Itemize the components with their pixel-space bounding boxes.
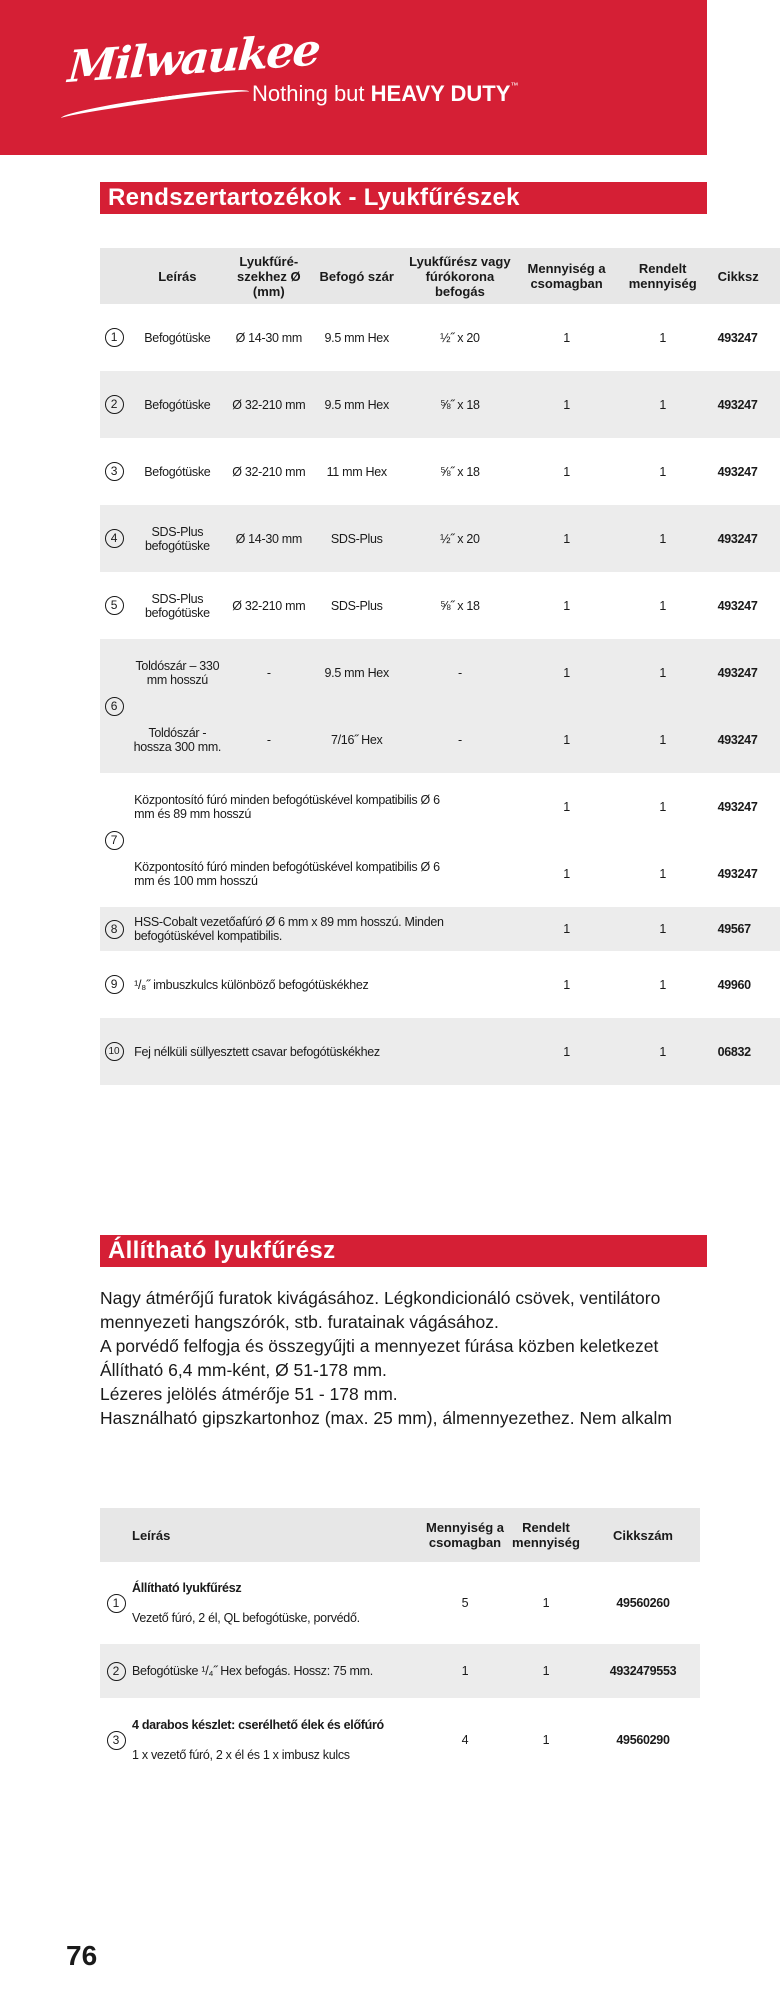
item-number: 8: [105, 920, 124, 939]
table-row: 9 ¹/₈˝ imbuszkulcs különböző befogótüskékhez 1 1 49960: [100, 951, 780, 1018]
table-row: 5 SDS-Plus befogótüske Ø 32-210 mm SDS-Plus ⅝˝ x 18 1 1 493247: [100, 572, 780, 639]
table-row: 4 SDS-Plus befogótüske Ø 14-30 mm SDS-Plus ½˝ x 20 1 1 493247: [100, 505, 780, 572]
table-row: 6 Toldószár – 330 mm hosszú - 9.5 mm Hex - 1 1 493247: [100, 639, 780, 706]
col-header: Cikkszám: [613, 1527, 673, 1543]
col-header: Mennyiség a csomagban: [425, 1520, 505, 1550]
item-number: 1: [107, 1594, 126, 1613]
table-row: Toldószár - hossza 300 mm. - 7/16˝ Hex - 1 1 493247: [100, 706, 780, 773]
product-description: Nagy átmérőjű furatok kivágásához. Légkondicionáló csövek, ventilátoro mennyezeti hangszórók, stb. furatainak vágásához. A porvédő felfogja és összegyűjti a mennyezet fúrása közben keletkezet Állítható 6,4 mm-ként, Ø 51-178 mm. Lézeres jelölés átmérője 51 - 178 mm. Használható gipszkartonhoz (max. 25 mm), álmennyezethez. Nem alkalm: [100, 1288, 672, 1428]
table-row: 10 Fej nélküli süllyesztett csavar befogótüskékhez 1 1 06832: [100, 1018, 780, 1085]
col-header: Cikksz: [717, 268, 759, 284]
col-header: Befogó szár: [319, 268, 394, 284]
item-number: 10: [105, 1042, 124, 1061]
item-number: 6: [105, 697, 124, 716]
table-row: Központosító fúró minden befogótüskével kompatibilis Ø 6 mm és 100 mm hosszú 1 1 493247: [134, 859, 758, 888]
table-row: 1 Befogótüske Ø 14-30 mm 9.5 mm Hex ½˝ x 20 1 1 493247: [100, 304, 780, 371]
table-row: 3 Befogótüske Ø 32-210 mm 11 mm Hex ⅝˝ x 18 1 1 493247: [100, 438, 780, 505]
page-number: 76: [66, 1940, 98, 1971]
accessories-table: [100, 248, 780, 1085]
table-row: 2 Befogótüske ¹/₄˝ Hex befogás. Hossz: 75 mm. 1 1 4932479553: [100, 1644, 700, 1698]
item-number: 3: [107, 1731, 126, 1750]
table-row: 7 Központosító fúró minden befogótüskével kompatibilis Ø 6 mm és 89 mm hosszú 1 1 493247: [100, 773, 780, 840]
col-header: Lyukfűrész vagy fúrókorona befogás: [409, 253, 511, 299]
col-header: Leírás: [132, 1527, 171, 1543]
item-number: 7: [105, 831, 124, 850]
milwaukee-logo: Milwaukee: [66, 24, 321, 93]
table-header: [100, 248, 780, 304]
section-title-adjustable: Állítható lyukfűrész: [100, 1235, 707, 1267]
tagline: Nothing but HEAVY DUTY™: [252, 81, 519, 106]
col-header: Rendelt mennyiség: [628, 261, 697, 291]
item-number: 2: [107, 1662, 126, 1681]
col-header: Lyukfűré-szekhez Ø (mm): [237, 253, 301, 299]
table-header: [100, 1508, 700, 1562]
col-header: Leírás: [158, 268, 197, 284]
item-number: 5: [105, 596, 124, 615]
col-header: Rendelt mennyiség: [512, 1520, 580, 1550]
item-number: 9: [105, 975, 124, 994]
section-title-accessories: Rendszertartozékok - Lyukfűrészek: [100, 182, 707, 214]
table-row: 3 4 darabos készlet: cserélhető élek és előfúró 1 x vezető fúró, 2 x él és 1 x imbusz kulcs 4 1 49560290: [100, 1698, 700, 1782]
col-header: Mennyiség a csomagban: [527, 261, 606, 291]
item-number: 3: [105, 462, 124, 481]
brand-header: [0, 0, 707, 155]
table-row: 8 HSS-Cobalt vezetőafúró Ø 6 mm x 89 mm hosszú. Minden befogótüskével kompatibilis. 1 1 49567: [100, 907, 780, 951]
table-row: 1 Állítható lyukfűrész Vezető fúró, 2 él, QL befogótüske, porvédő. 5 1 49560260: [100, 1562, 700, 1644]
table-row: 2 Befogótüske Ø 32-210 mm 9.5 mm Hex ⅝˝ x 18 1 1 493247: [100, 371, 780, 438]
adjustable-saw-table: [100, 1508, 700, 1782]
item-number: 4: [105, 529, 124, 548]
item-number: 2: [105, 395, 124, 414]
item-number: 1: [105, 328, 124, 347]
